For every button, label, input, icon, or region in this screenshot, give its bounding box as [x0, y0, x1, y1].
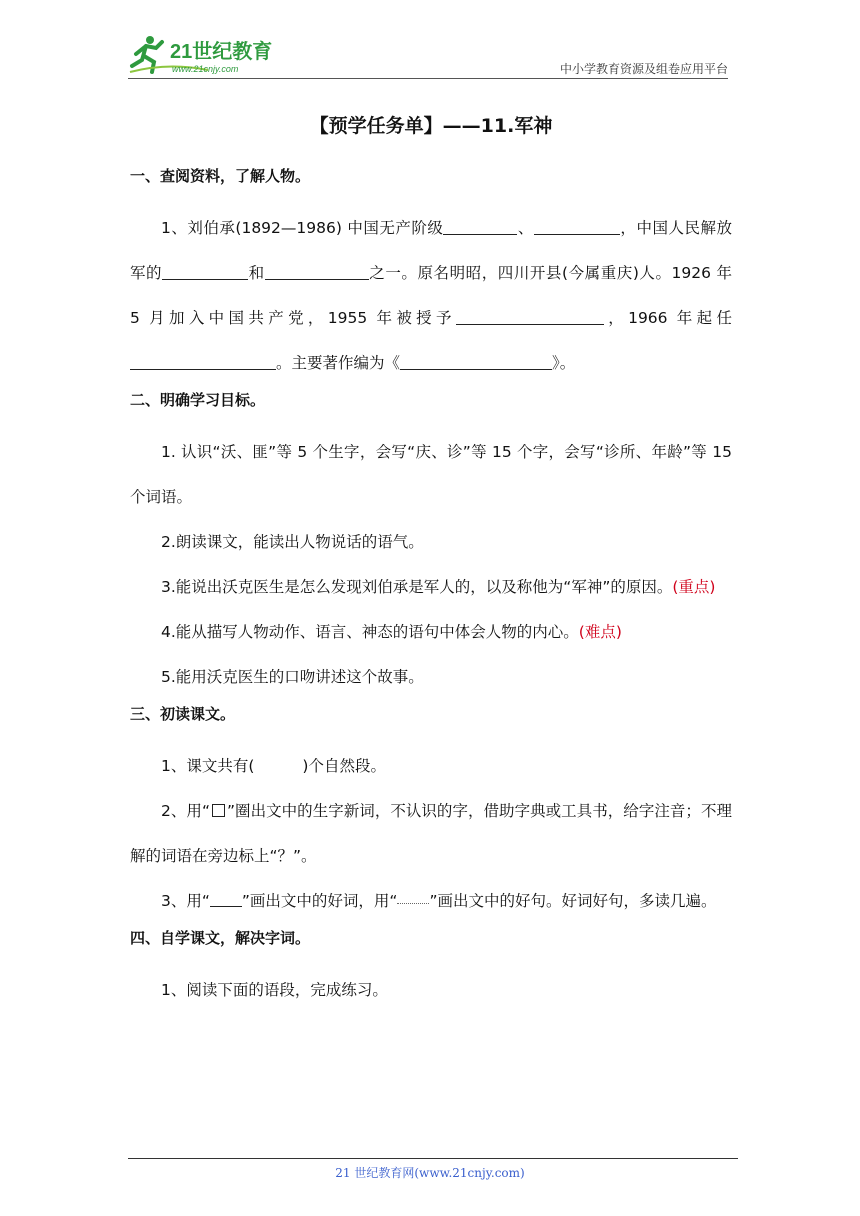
logo — [128, 32, 298, 76]
section-1-heading: 一、查阅资料，了解人物。 — [130, 167, 311, 185]
section-2-item-5: 5.能用沃克医生的口吻讲述这个故事。 — [161, 668, 424, 686]
logo-runner-icon — [128, 32, 298, 76]
footer-link[interactable]: 21 世纪教育网(www.21cnjy.com) — [335, 1166, 525, 1180]
section-3-item-2: 2、用“ ”圈出文中的生字新词，不认识的字，借助字典或工具书，给字注音；不理解的词语在旁边标上“？”。 — [130, 802, 732, 865]
logo-url-text: www.21cnjy.com — [172, 64, 239, 74]
section-4-item-1: 1、阅读下面的语段，完成练习。 — [161, 981, 388, 999]
section-3-item-3: 3、用“ ”画出文中的好词，用“ ”画出文中的好句。好词好句，多读几遍。 — [130, 879, 732, 924]
fill-blank[interactable] — [400, 353, 552, 370]
fill-blank[interactable] — [265, 263, 369, 280]
fill-blank[interactable] — [162, 263, 248, 280]
section-1-item-1: 1、刘伯承(1892—1986) 中国无产阶级 、 ，中国人民解放军的 和 之一。原名明昭，四川开县(今属重庆)人。1926 年 5 月加入中国共产党，1955 年被授予 ，1966 年起任。主要著作编为《 》。 — [130, 219, 733, 372]
section-4-heading: 四、自学课文，解决字词。 — [130, 929, 311, 947]
footer-divider — [128, 1158, 738, 1159]
section-2-item-2: 2.朗读课文，能读出人物说话的语气。 — [161, 533, 424, 551]
underline-symbol-icon — [210, 892, 242, 907]
difficulty-tag: (难点) — [578, 623, 622, 641]
section-2-heading: 二、明确学习目标。 — [130, 391, 266, 409]
logo-main-text: 21世纪教育 — [170, 41, 273, 63]
page-header — [128, 28, 728, 80]
square-symbol-icon — [212, 804, 225, 817]
section-2-item-1: 1. 认识“沃、匪”等 5 个生字，会写“庆、诊”等 15 个字，会写“诊所、年龄”等 15 个词语。 — [130, 443, 732, 506]
fill-blank[interactable] — [443, 218, 517, 235]
section-2-item-4: 4.能从描写人物动作、语言、神态的语句中体会人物的内心。(难点) — [161, 623, 622, 641]
fill-blank[interactable] — [534, 218, 620, 235]
header-divider — [128, 78, 728, 79]
page-title: 【预学任务单】——11.军神 — [309, 115, 553, 137]
section-2-item-3: 3.能说出沃克医生是怎么发现刘伯承是军人的，以及称他为“军神”的原因。(重点) — [161, 578, 716, 596]
section-3-item-1: 1、课文共有( )个自然段。 — [161, 757, 386, 775]
fill-blank[interactable] — [456, 308, 604, 325]
section-3-heading: 三、初读课文。 — [130, 705, 236, 723]
wavy-line-symbol-icon — [397, 889, 429, 904]
fill-blank[interactable] — [130, 353, 276, 370]
platform-name: 中小学教育资源及组卷应用平台 — [559, 62, 728, 76]
key-point-tag: (重点) — [672, 578, 716, 596]
document-body — [130, 112, 732, 1013]
